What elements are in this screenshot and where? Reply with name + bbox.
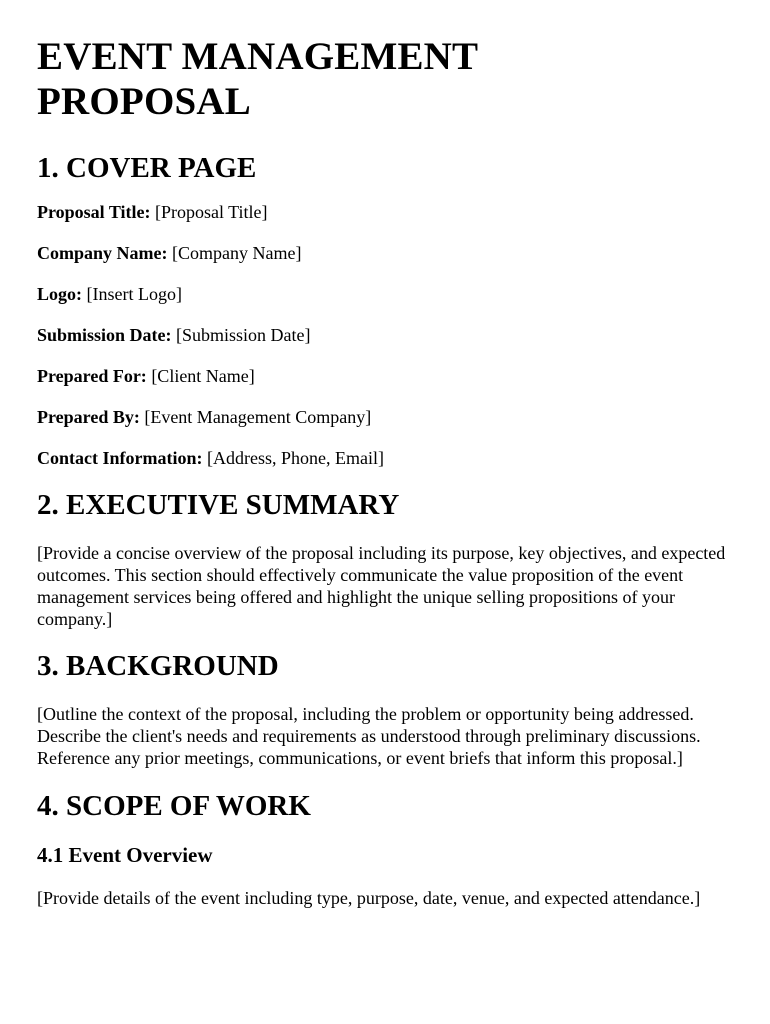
field-value: [Submission Date] [176, 325, 311, 345]
field-prepared-by [37, 406, 727, 428]
field-submission-date [37, 324, 727, 346]
field-company-name [37, 242, 727, 264]
field-label: Logo: [37, 284, 82, 304]
field-logo [37, 283, 727, 305]
field-label: Contact Information: [37, 448, 203, 468]
field-value: [Address, Phone, Email] [206, 448, 384, 468]
executive-summary-body: [Provide a concise overview of the proposal including its purpose, key objectives, and expected outcomes. This section should effectively communicate the value proposition of the event management services being offered and highlight the unique selling propositions of your company.] [37, 543, 726, 629]
field-label: Company Name: [37, 243, 168, 263]
field-prepared-for [37, 365, 727, 387]
field-label: Prepared For: [37, 366, 147, 386]
field-label: Proposal Title: [37, 202, 151, 222]
event-overview-body: [Provide details of the event including type, purpose, date, venue, and expected attendance.] [37, 888, 701, 908]
document-title [37, 34, 727, 124]
event-overview-heading: 4.1 Event Overview [37, 843, 213, 867]
document-title-line-1: EVENT MANAGEMENT [37, 35, 479, 78]
field-label: Submission Date: [37, 325, 172, 345]
background-body: [Outline the context of the proposal, including the problem or opportunity being addressed. Describe the client's needs and requirements as understood through preliminary discussions. Reference any prior meetings, communications, or event briefs that inform this proposal.] [37, 704, 701, 768]
cover-page-heading: 1. COVER PAGE [37, 152, 257, 184]
field-value: [Company Name] [172, 243, 302, 263]
document-page [37, 34, 727, 909]
scope-of-work-heading: 4. SCOPE OF WORK [37, 790, 311, 822]
field-value: [Event Management Company] [144, 407, 372, 427]
cover-page-fields [37, 201, 727, 469]
field-value: [Proposal Title] [155, 202, 268, 222]
field-value: [Insert Logo] [86, 284, 182, 304]
field-contact-information [37, 447, 727, 469]
background-heading: 3. BACKGROUND [37, 650, 279, 682]
executive-summary-heading: 2. EXECUTIVE SUMMARY [37, 489, 400, 521]
field-proposal-title [37, 201, 727, 223]
field-label: Prepared By: [37, 407, 140, 427]
document-title-line-2: PROPOSAL [37, 80, 251, 123]
field-value: [Client Name] [151, 366, 255, 386]
